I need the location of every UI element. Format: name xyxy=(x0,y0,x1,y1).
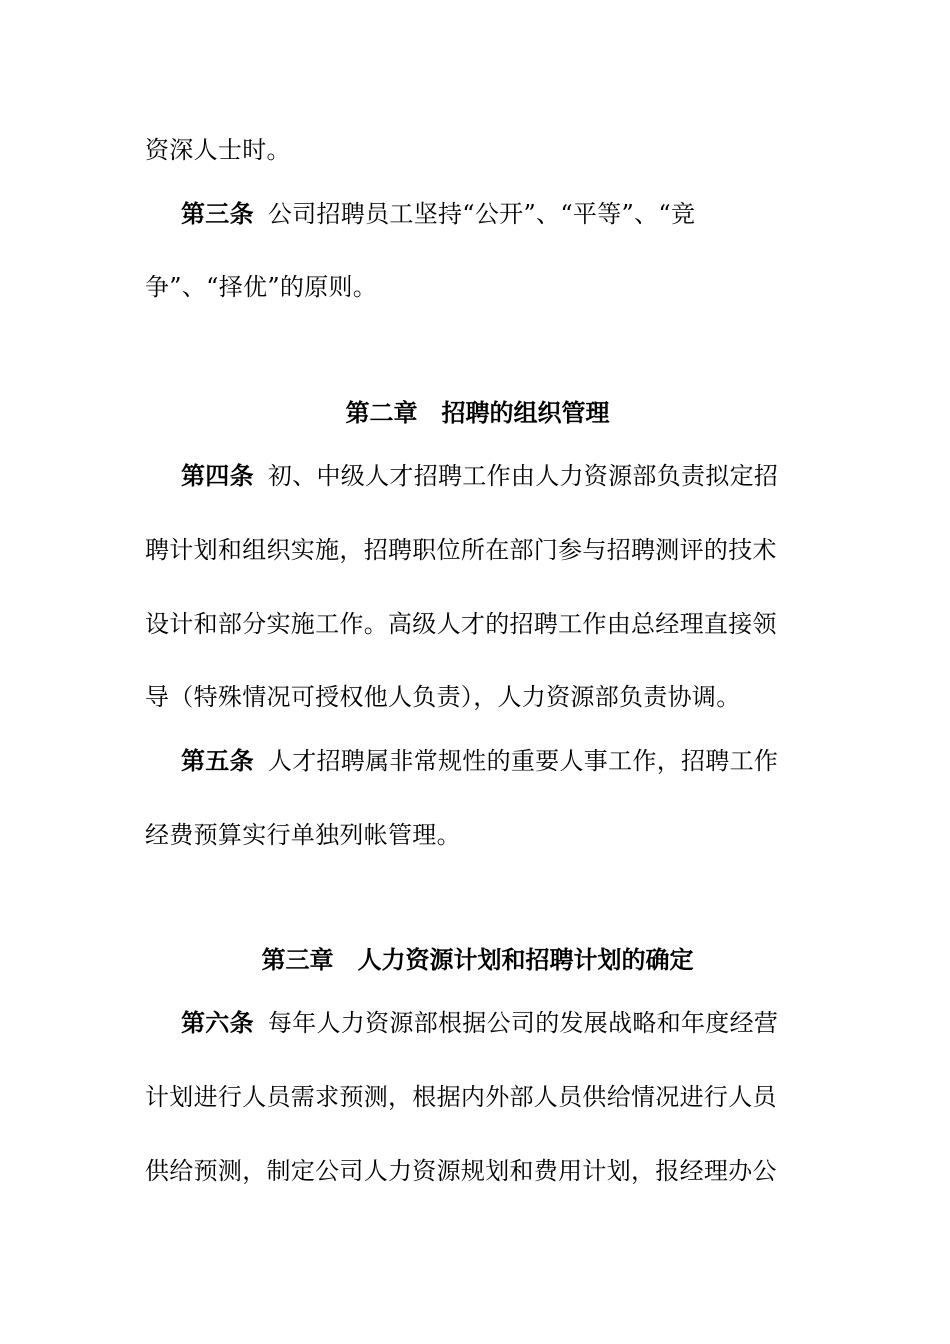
text-line: 聘计划和组织实施，招聘职位所在部门参与招聘测评的技术 xyxy=(145,536,777,564)
article-6 xyxy=(181,1006,810,1040)
text-line: 供给预测，制定公司人力资源规划和费用计划，报经理办公 xyxy=(145,1157,777,1185)
article-number: 第五条 xyxy=(181,746,254,775)
text-line: 导（特殊情况可授权他人负责），人力资源部负责协调。 xyxy=(145,683,741,711)
article-4-cont xyxy=(145,533,810,567)
article-number: 第三条 xyxy=(181,199,254,228)
article-4-cont xyxy=(145,607,810,641)
article-5-cont xyxy=(145,818,810,852)
article-4 xyxy=(181,459,810,493)
text-line: 公司招聘员工坚持“公开”、“平等”、“竞 xyxy=(267,200,696,228)
article-6-cont xyxy=(145,1154,810,1188)
text-line: 设计和部分实施工作。高级人才的招聘工作由总经理直接领 xyxy=(145,610,777,638)
chapter-number: 第二章 xyxy=(345,398,418,427)
chapter-3-heading xyxy=(145,943,810,977)
article-number: 第六条 xyxy=(181,1008,254,1037)
article-3 xyxy=(181,197,810,231)
paragraph-continuation xyxy=(145,133,810,167)
article-number: 第四条 xyxy=(181,461,254,490)
text-line: 资深人士时。 xyxy=(145,136,291,164)
article-4-cont xyxy=(145,680,810,714)
text-line: 初、中级人才招聘工作由人力资源部负责拟定招 xyxy=(267,462,779,490)
text-line: 人才招聘属非常规性的重要人事工作，招聘工作 xyxy=(267,747,779,775)
text-line: 经费预算实行单独列帐管理。 xyxy=(145,821,461,849)
text-line: 争”、“择优”的原则。 xyxy=(145,273,378,301)
article-6-cont xyxy=(145,1080,810,1114)
article-5 xyxy=(181,744,810,778)
text-line: 计划进行人员需求预测，根据内外部人员供给情况进行人员 xyxy=(145,1083,777,1111)
chapter-title: 招聘的组织管理 xyxy=(441,398,610,427)
chapter-title: 人力资源计划和招聘计划的确定 xyxy=(357,945,694,974)
article-3-cont xyxy=(145,270,810,304)
chapter-2-heading xyxy=(145,396,810,430)
text-line: 每年人力资源部根据公司的发展战略和年度经营 xyxy=(267,1009,779,1037)
chapter-number: 第三章 xyxy=(261,945,334,974)
